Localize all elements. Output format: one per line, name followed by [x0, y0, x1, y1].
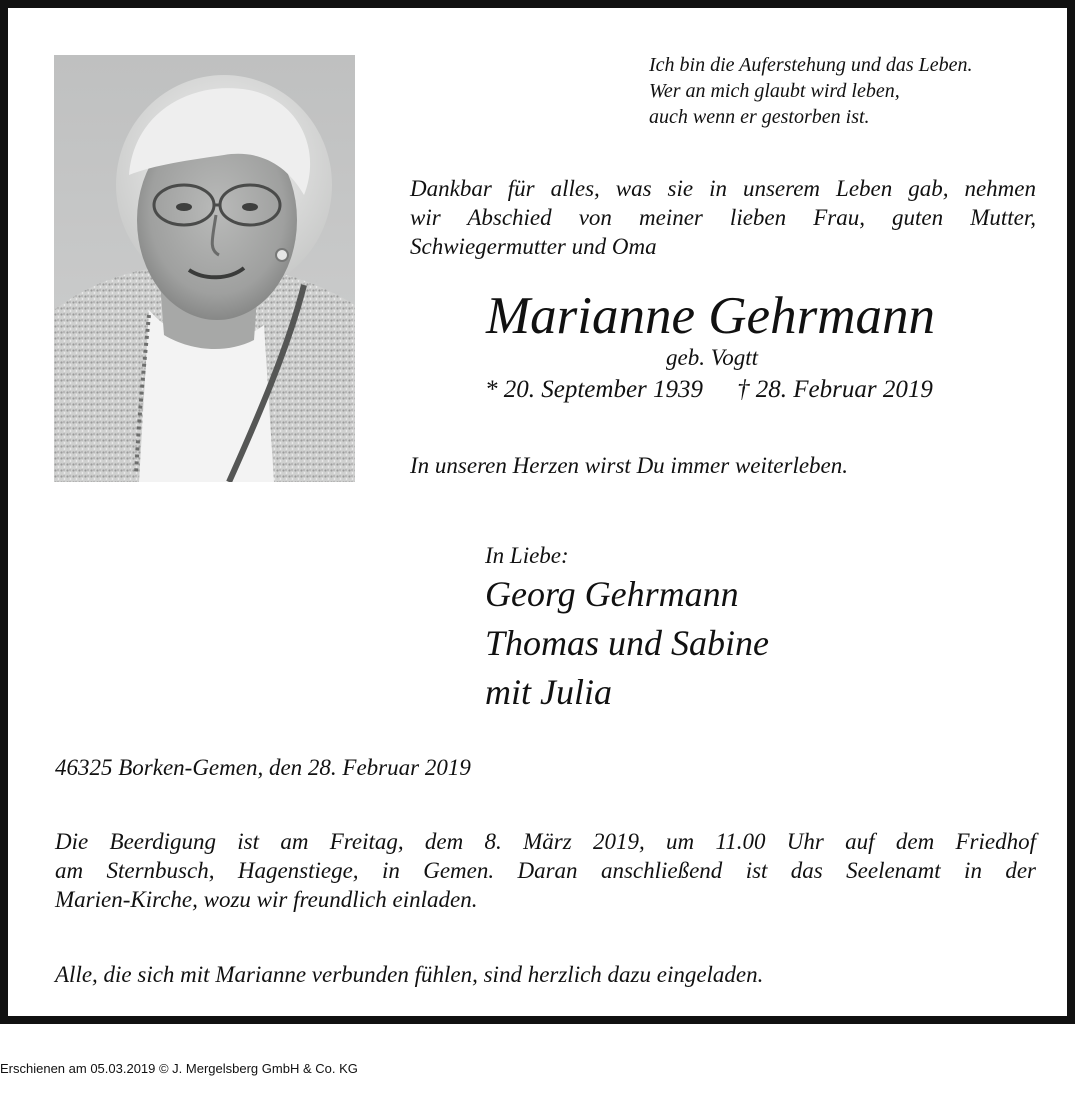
mourner-name: Georg Gehrmann	[485, 574, 739, 614]
death-date: † 28. Februar 2019	[737, 376, 933, 403]
deceased-name: Marianne Gehrmann	[486, 287, 935, 345]
birth-date: * 20. September 1939	[485, 376, 704, 403]
mourners-list	[485, 570, 769, 717]
farewell-line: wir Abschied von meiner lieben Frau, guten Mutter,	[410, 205, 1036, 230]
life-dates	[485, 374, 933, 406]
farewell-line: Schwiegermutter und Oma	[410, 234, 657, 259]
funeral-line: Die Beerdigung ist am Freitag, dem 8. März 2019, um 11.00 Uhr auf dem Friedhof	[55, 829, 1036, 854]
farewell-line: Dankbar für alles, was sie in unserem Leben gab, nehmen	[410, 176, 1036, 201]
invitation: Alle, die sich mit Marianne verbunden fühlen, sind herzlich dazu eingeladen.	[55, 962, 764, 987]
verse-line: auch wenn er gestorben ist.	[649, 106, 870, 128]
bible-verse	[649, 52, 972, 130]
publication-footer: Erschienen am 05.03.2019 © J. Mergelsberg GmbH & Co. KG	[0, 1061, 358, 1076]
funeral-line: Marien-Kirche, wozu wir freundlich einladen.	[55, 887, 478, 912]
funeral-details	[55, 827, 1036, 914]
portrait-photo	[54, 55, 355, 482]
mourners-intro: In Liebe:	[485, 543, 569, 568]
verse-line: Wer an mich glaubt wird leben,	[649, 80, 900, 102]
motto: In unseren Herzen wirst Du immer weiterleben.	[410, 453, 848, 478]
funeral-line: am Sternbusch, Hagenstiege, in Gemen. Daran anschließend ist das Seelenamt in der	[55, 858, 1036, 883]
maiden-name: geb. Vogtt	[666, 345, 758, 370]
verse-line: Ich bin die Auferstehung und das Leben.	[649, 54, 973, 76]
farewell-text	[410, 174, 1036, 261]
mourner-name: mit Julia	[485, 672, 612, 712]
place-and-date: 46325 Borken-Gemen, den 28. Februar 2019	[55, 755, 471, 780]
mourner-name: Thomas und Sabine	[485, 623, 770, 663]
